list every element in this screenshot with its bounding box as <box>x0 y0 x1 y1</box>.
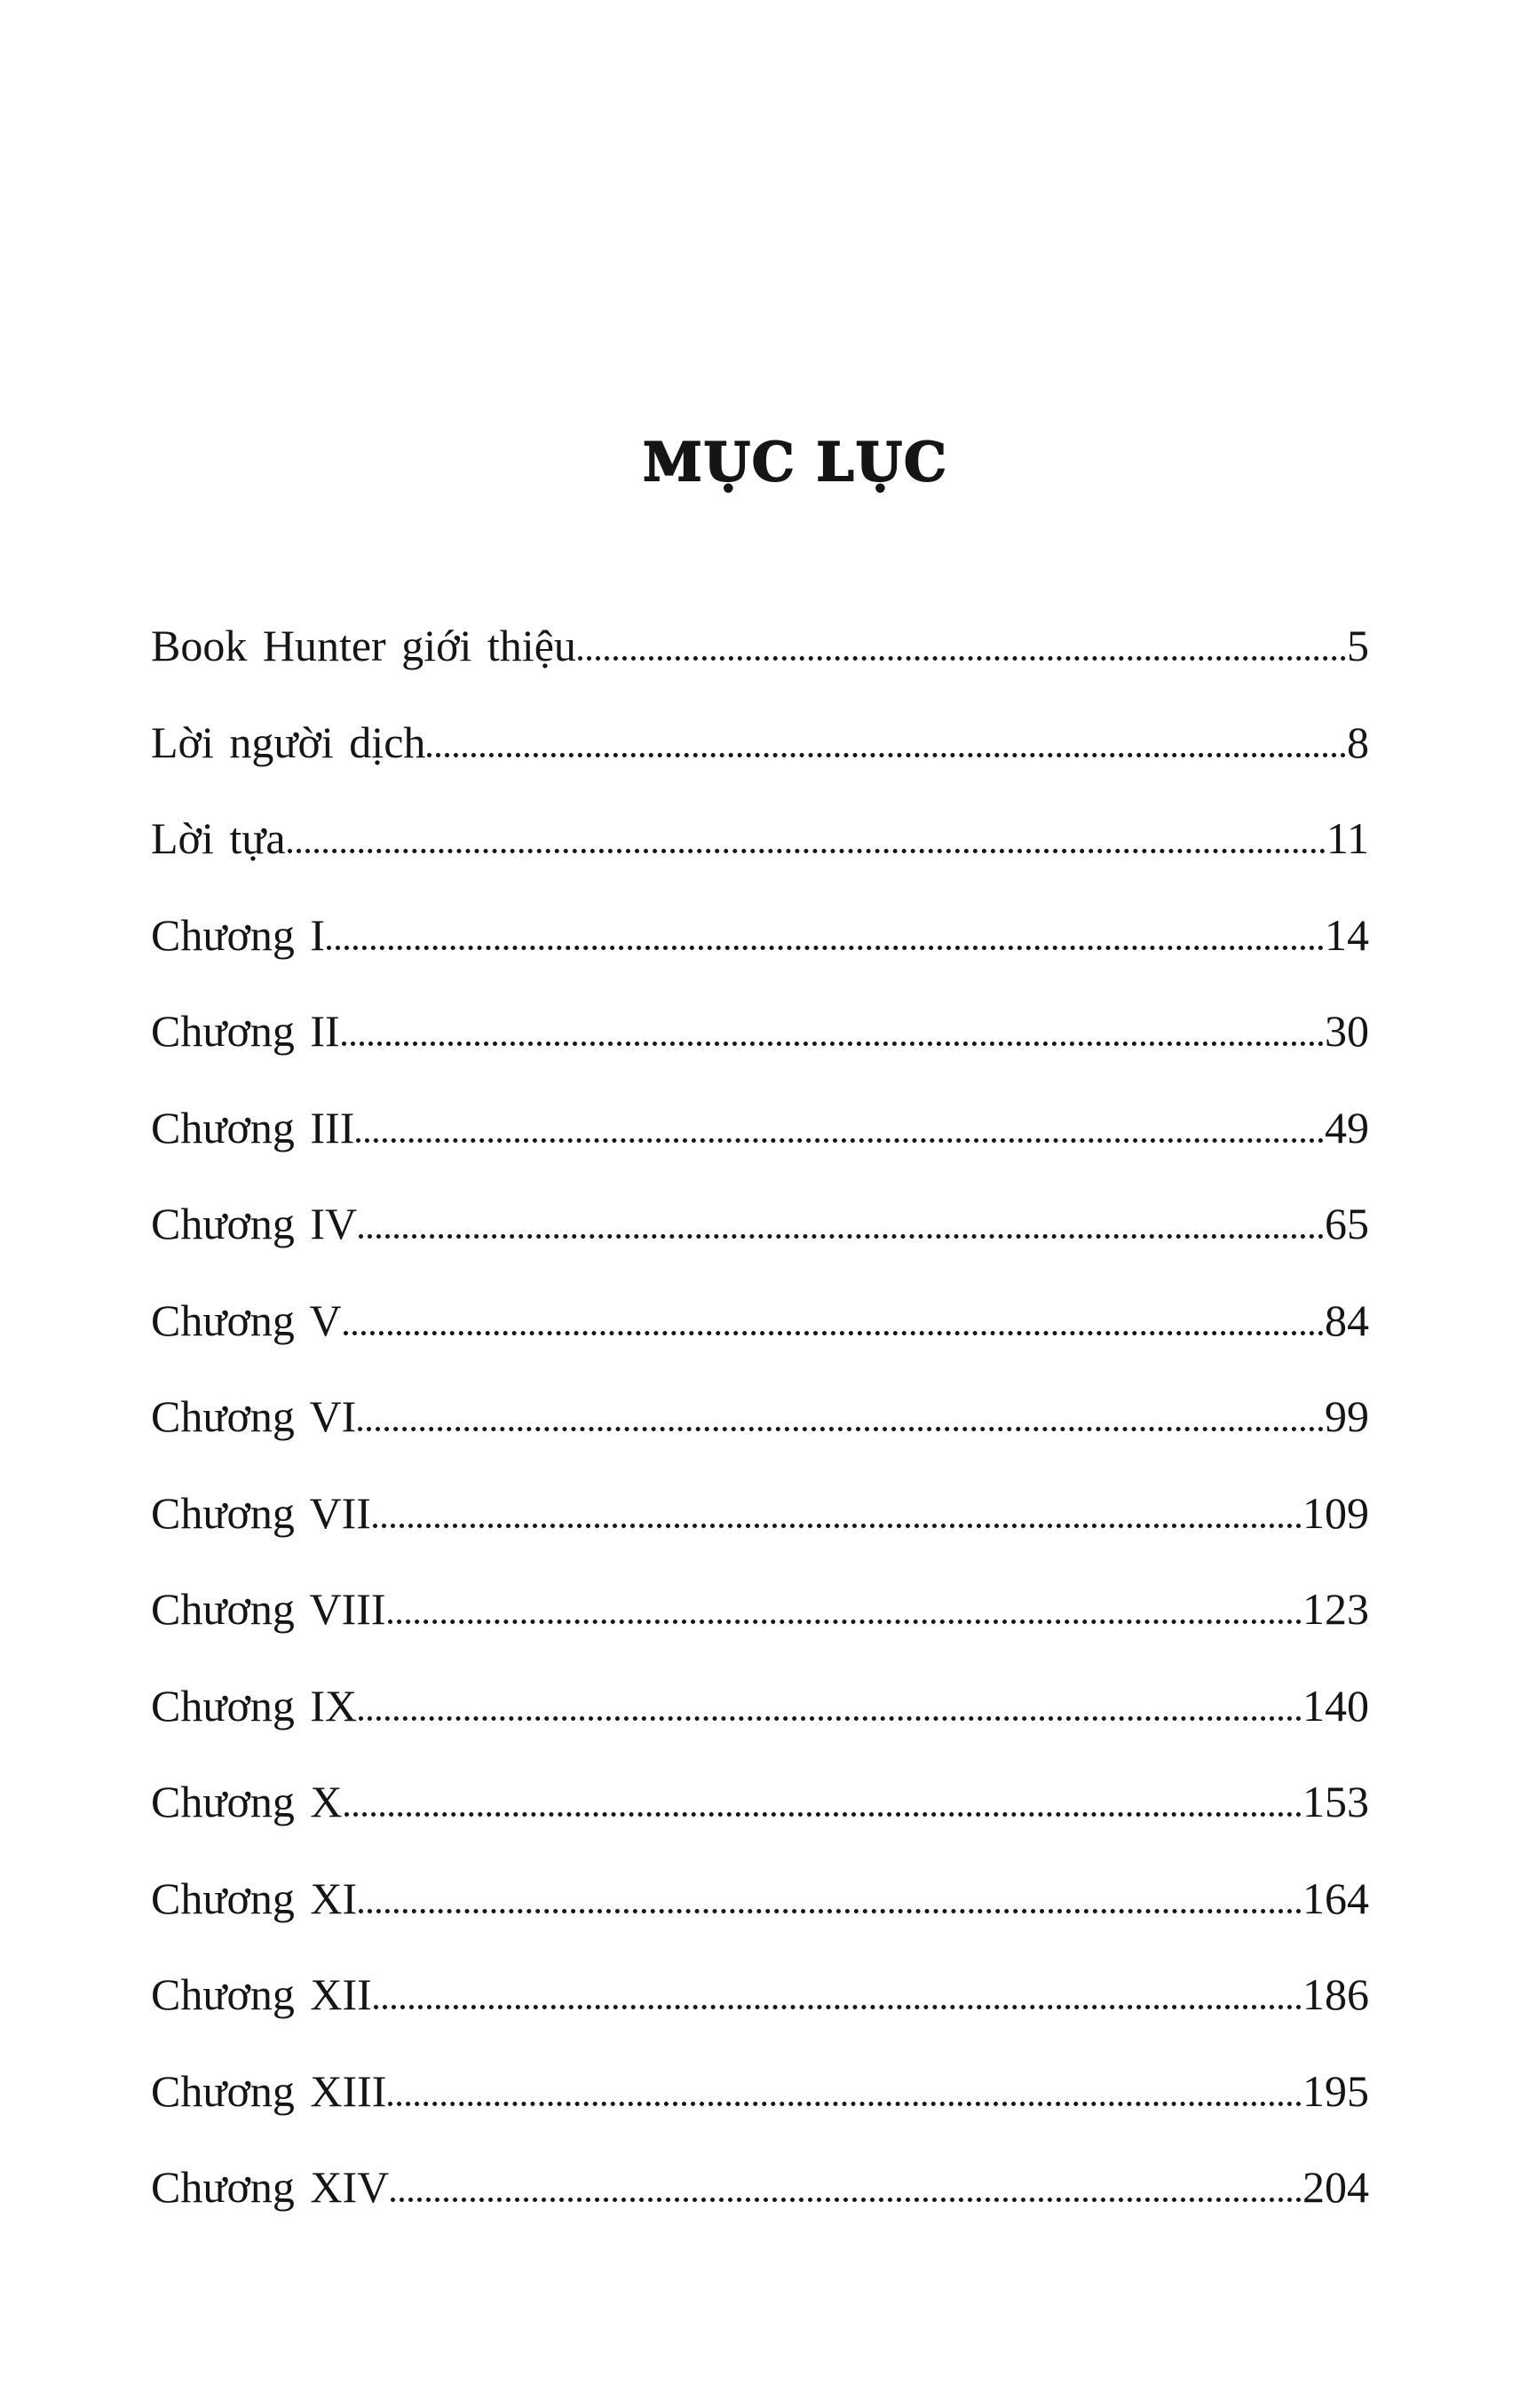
toc-entry-page: 140 <box>1302 1680 1369 1731</box>
toc-entry <box>151 1970 1369 2067</box>
toc-entry <box>151 1007 1369 1104</box>
dotted-leader <box>342 1019 1324 1046</box>
dotted-leader <box>578 634 1346 661</box>
toc-entry-page: 14 <box>1325 909 1369 960</box>
dotted-leader <box>356 1116 1324 1143</box>
toc-entry-label: Chương IV <box>151 1199 358 1248</box>
toc-entry <box>151 1585 1369 1682</box>
toc-entry <box>151 1104 1369 1200</box>
dotted-leader <box>344 1790 1302 1817</box>
toc-entry-page: 186 <box>1302 1969 1369 2019</box>
toc-entry-page: 153 <box>1302 1777 1369 1826</box>
dotted-leader <box>359 1887 1302 1913</box>
toc-entry-page: 164 <box>1302 1873 1369 1923</box>
toc-entry-label: Chương VI <box>151 1391 357 1441</box>
toc-entry-page: 123 <box>1302 1584 1369 1634</box>
toc-entry-page: 99 <box>1325 1391 1369 1441</box>
page-title: MỤC LỤC <box>643 432 948 494</box>
toc-entry <box>151 1682 1369 1778</box>
toc-entry <box>151 1778 1369 1874</box>
toc-entry-page: 5 <box>1347 621 1369 670</box>
dotted-leader <box>374 1983 1302 2009</box>
toc-entry <box>151 718 1369 815</box>
toc-entry <box>151 911 1369 1008</box>
toc-entry-label: Chương I <box>151 909 326 960</box>
toc-entry <box>151 1296 1369 1393</box>
toc-entry-label: Chương V <box>151 1295 342 1345</box>
toc-entry-page: 195 <box>1302 2065 1369 2116</box>
toc-entry-label: Chương II <box>151 1006 340 1056</box>
toc-entry <box>151 1489 1369 1586</box>
toc-entry-label: Chương VIII <box>151 1584 386 1634</box>
toc-entry-page: 8 <box>1347 717 1369 767</box>
toc-entry-label: Chương X <box>151 1777 343 1826</box>
toc-entry <box>151 2067 1369 2164</box>
toc-entry-label: Chương XI <box>151 1873 358 1923</box>
toc-entry <box>151 1874 1369 1971</box>
toc-entry-label: Chương VII <box>151 1487 371 1538</box>
toc-entry-label: Lời tựa <box>151 813 286 863</box>
toc-entry <box>151 814 1369 911</box>
dotted-leader <box>359 1694 1302 1721</box>
dotted-leader <box>288 827 1326 853</box>
toc-entry-page: 84 <box>1325 1295 1369 1345</box>
dotted-leader <box>344 1309 1324 1335</box>
toc-entry-label: Chương III <box>151 1102 355 1153</box>
dotted-leader <box>427 731 1346 757</box>
toc-entry <box>151 2163 1369 2260</box>
toc-entry-label: Chương XIV <box>151 2162 390 2212</box>
dotted-leader <box>388 1597 1302 1624</box>
toc-entry-label: Book Hunter giới thiệu <box>151 621 576 670</box>
toc-entry-page: 30 <box>1325 1006 1369 1056</box>
toc-entry-page: 49 <box>1325 1102 1369 1153</box>
toc-entry-page: 109 <box>1302 1487 1369 1538</box>
dotted-leader <box>358 1405 1324 1431</box>
toc-entry-page: 65 <box>1325 1199 1369 1248</box>
dotted-leader <box>327 923 1324 950</box>
toc-entry-label: Chương XIII <box>151 2065 387 2116</box>
dotted-leader <box>391 2175 1302 2202</box>
dotted-leader <box>373 1501 1302 1528</box>
toc-entry-label: Chương XII <box>151 1969 372 2019</box>
toc-entry <box>151 1200 1369 1296</box>
dotted-leader <box>388 2079 1302 2106</box>
toc-entry-page: 204 <box>1302 2162 1369 2212</box>
toc-entry-label: Lời người dịch <box>151 717 426 767</box>
dotted-leader <box>359 1212 1324 1239</box>
toc-entry-page: 11 <box>1326 813 1369 863</box>
toc-entry <box>151 622 1369 718</box>
toc-entry-label: Chương IX <box>151 1680 358 1731</box>
toc-list <box>151 622 1369 2260</box>
toc-entry <box>151 1392 1369 1489</box>
